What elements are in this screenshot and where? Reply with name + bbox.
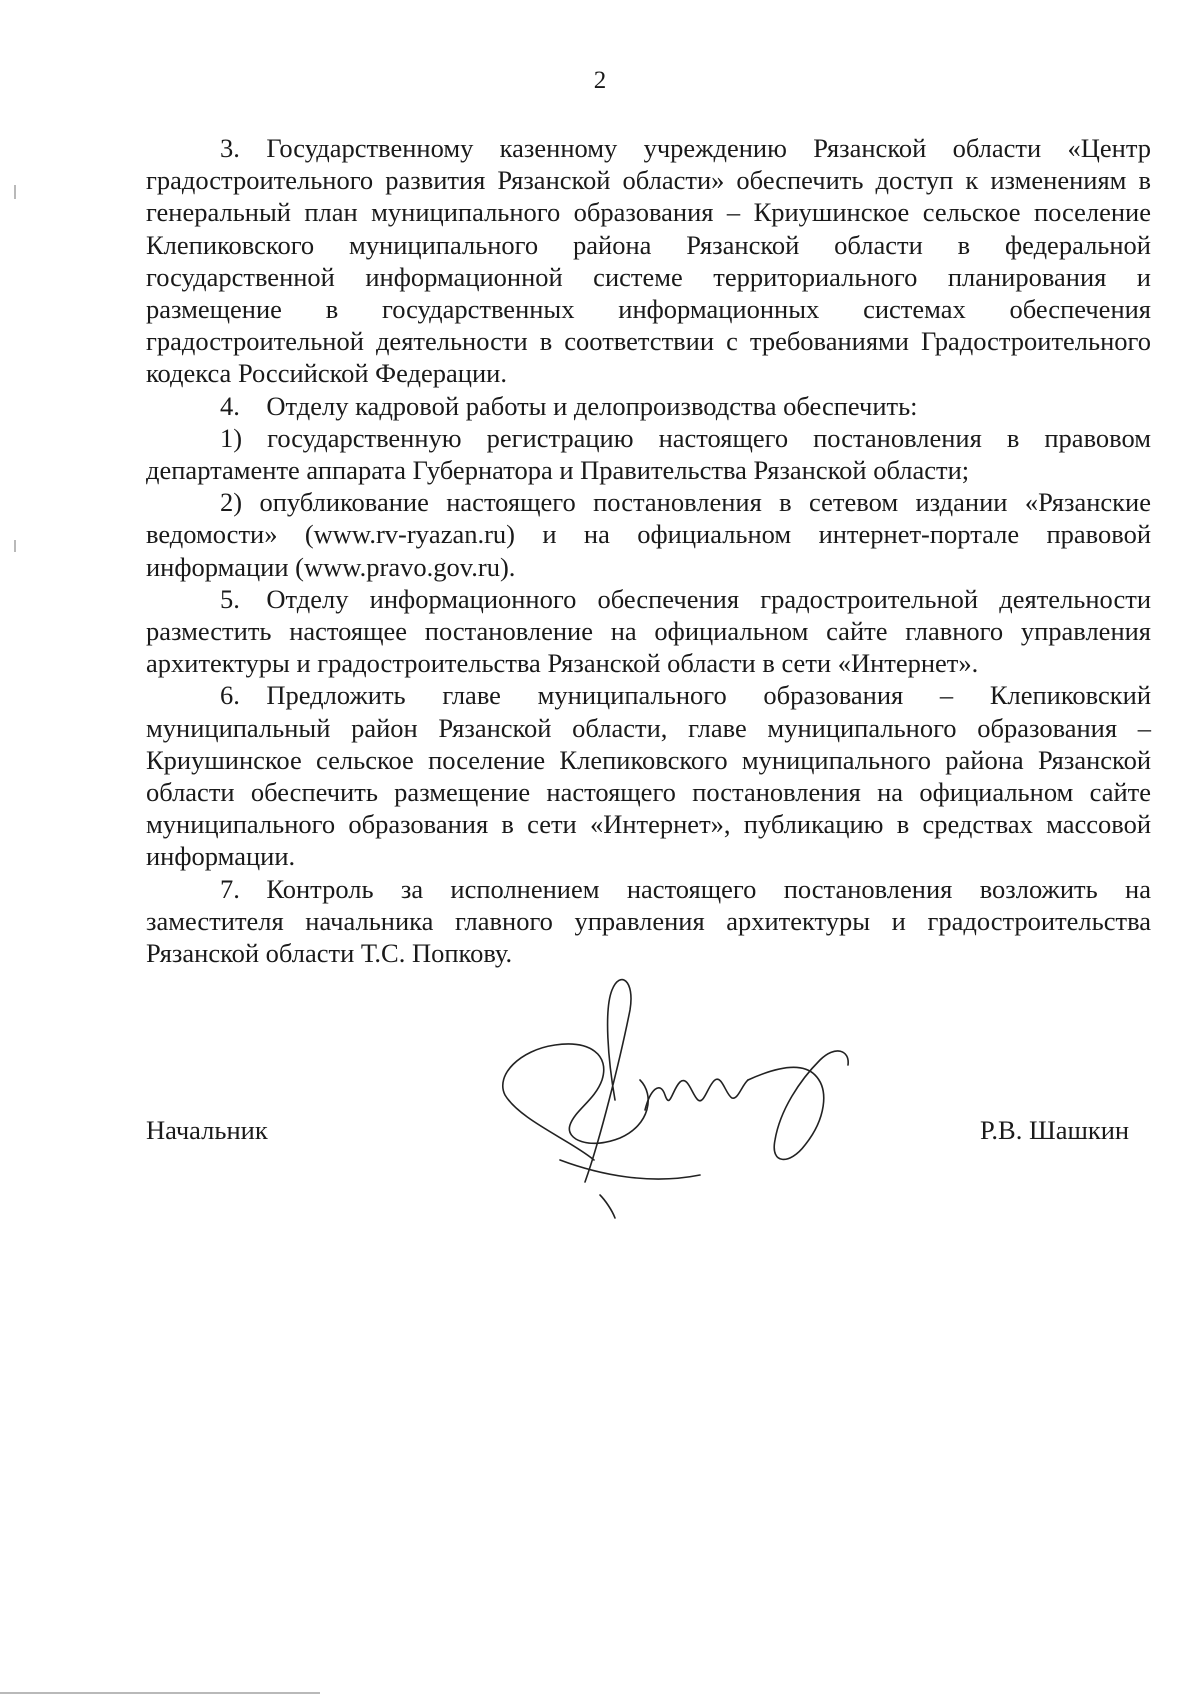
scan-artifact-bottom	[0, 1692, 320, 1694]
signatory-position: Начальник	[146, 1115, 268, 1145]
scan-artifact-left	[14, 185, 16, 199]
document-body	[146, 132, 1151, 969]
paragraph-item-3: 3. Государственному казенному учреждению Рязанской области «Центр градостроительного развития Рязанской области» обеспечить доступ к изменениям в генеральный план муниципального образования – Криушинское сельское поселение Клепиковского муниципального района Рязанской области в федеральной государственной информационной системе территориального планирования и размещение в государственных информационных системах обеспечения градостроительной деятельности в соответствии с требованиями Градостроительного кодекса Российской Федерации.	[146, 133, 1151, 389]
paragraph-item-5: 5. Отделу информационного обеспечения градостроительной деятельности разместить настоящее постановление на официальном сайте главного управления архитектуры и градостроительства Рязанской области в сети «Интернет».	[146, 583, 1151, 679]
paragraph-subitem-2: 2) опубликование настоящего постановления в сетевом издании «Рязанские ведомости» (www.rv-ryazan.ru) и на официальном интернет-портале правовой информации (www.pravo.gov.ru).	[146, 487, 1151, 582]
paragraph-item-4: 4. Отделу кадровой работы и делопроизводства обеспечить:	[220, 390, 918, 421]
signatory-name: Р.В. Шашкин	[980, 1115, 1130, 1145]
page-number: 2	[593, 67, 607, 94]
paragraph-item-6: 6. Предложить главе муниципального образования – Клепиковский муниципальный район Рязанской области, главе муниципального образования – Криушинское сельское поселение Клепиковского муниципального района Рязанской области обеспечить размещение настоящего постановления на официальном сайте муниципального образования в сети «Интернет», публикацию в средствах массовой информации.	[146, 680, 1151, 872]
paragraph-subitem-1: 1) государственную регистрацию настоящего постановления в правовом департаменте аппарата Губернатора и Правительства Рязанской области;	[146, 422, 1151, 486]
paragraph-item-7: 7. Контроль за исполнением настоящего постановления возложить на заместителя начальника главного управления архитектуры и градостроительства Рязанской области Т.С. Попкову.	[146, 873, 1151, 969]
scan-artifact-left	[14, 540, 16, 552]
